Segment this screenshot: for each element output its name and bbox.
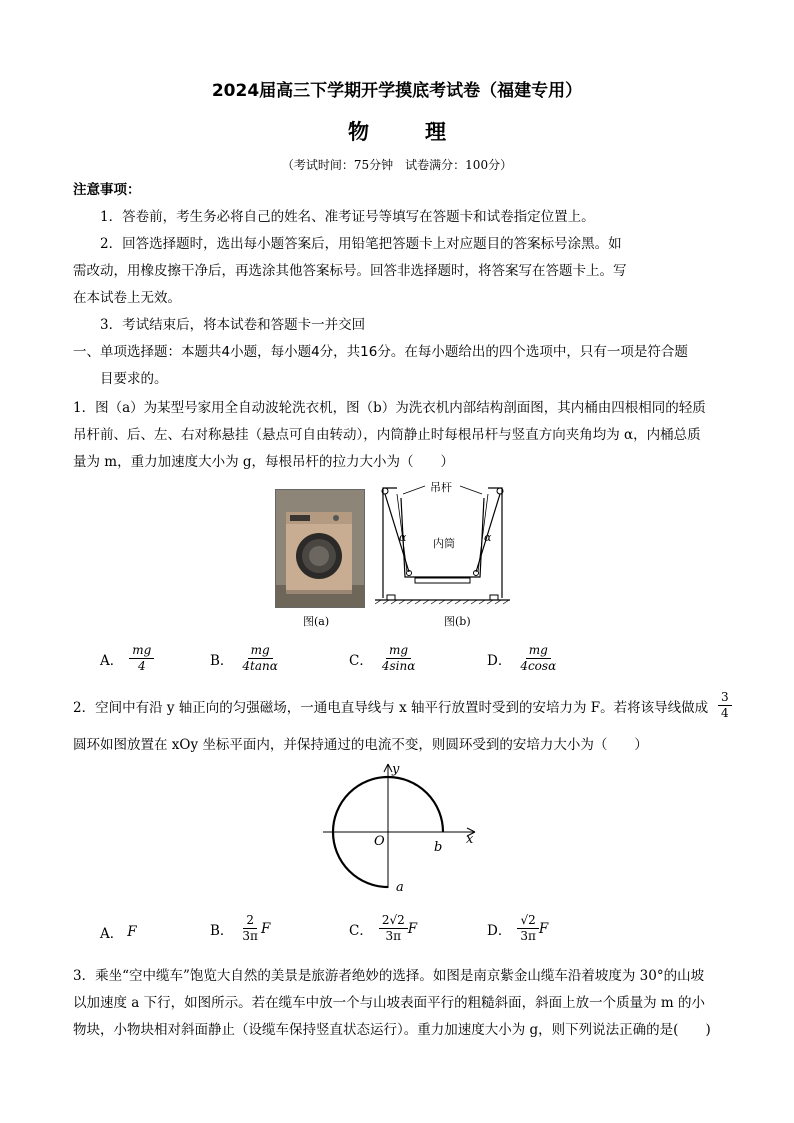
option-fraction: $\frac{mg}{4\cos\alpha}$ xyxy=(520,643,557,673)
fig-b-caption: 图(b) xyxy=(444,615,471,628)
option-fraction: $\frac{2√2}{3\pi}$ xyxy=(379,913,408,944)
option-value: F xyxy=(127,924,137,940)
option-letter: D． xyxy=(487,652,512,669)
notice-heading: 注意事项： xyxy=(73,182,141,198)
option-letter: A． xyxy=(100,652,124,669)
notice-item-1: 1．答卷前，考生务必将自己的姓名、准考证号等填写在答题卡和试卷指定位置上。 xyxy=(100,209,595,225)
option-letter: B． xyxy=(210,652,234,669)
q3-stem-line-1: 3．乘坐“空中缆车”饱览大自然的美景是旅游者绝妙的选择。如图是南京紫金山缆车沿着坡度为 30°的山坡 xyxy=(73,968,705,984)
q3-stem-line-3: 物块，小物块相对斜面静止（设缆车保持竖直状态运行）。重力加速度大小为 g，则下列说法正确的是( ) xyxy=(73,1022,711,1038)
point-label-b: b xyxy=(434,840,443,855)
q3-stem-line-2: 以加速度 a 下行，如图所示。若在缆车中放一个与山坡表面平行的粗糙斜面，斜面上放一个质量为 m 的小 xyxy=(73,995,706,1011)
q1-option-a[interactable] xyxy=(100,643,154,674)
exam-title: 2024届高三下学期开学摸底考试卷（福建专用） xyxy=(211,81,583,101)
point-label-a: a xyxy=(396,880,404,895)
option-fraction: $\frac{mg}{4\tan\alpha}$ xyxy=(242,643,278,673)
axis-label-x: x xyxy=(466,832,474,847)
fig-a-caption: 图(a) xyxy=(303,615,330,628)
option-suffix: F xyxy=(407,920,418,937)
option-fraction: $\frac{mg}{4}$ xyxy=(129,643,154,674)
option-fraction: $\frac{mg}{4\sin\alpha}$ xyxy=(381,643,416,673)
q2-option-d[interactable] xyxy=(487,913,548,944)
section-heading-line-2: 目要求的。 xyxy=(100,371,168,387)
option-letter: B． xyxy=(210,922,234,939)
fig-b-drum-label: 内筒 xyxy=(433,537,455,550)
q2-option-a[interactable] xyxy=(100,922,137,942)
option-letter: C． xyxy=(349,922,373,939)
q2-stem-line-1: 2．空间中有沿 y 轴正向的匀强磁场，一通电直导线与 x 轴平行放置时受到的安培力为 F。若将该导线做成 xyxy=(73,700,709,716)
exam-info: （考试时间：75分钟 试卷满分：100分） xyxy=(281,158,513,172)
notice-item-2-line-3: 在本试卷上无效。 xyxy=(73,290,181,306)
notice-item-2-line-1: 2．回答选择题时，选出每小题答案后，用铅笔把答题卡上对应题目的答案标号涂黑。如 xyxy=(100,236,622,252)
subject-title xyxy=(0,116,794,146)
option-fraction: $\frac{2}{3\pi}$ xyxy=(242,913,258,943)
subject-char-1: 物 xyxy=(348,120,369,144)
q1-option-b[interactable] xyxy=(210,643,281,674)
q1-stem-line-1: 1．图（a）为某型号家用全自动波轮洗衣机，图（b）为洗衣机内部结构剖面图，其内桶由四根相同的轻质 xyxy=(73,400,706,416)
fig-b-alpha-left: α xyxy=(399,531,407,544)
option-fraction: $\frac{√2}{3\pi}$ xyxy=(517,913,539,944)
q2-option-c[interactable] xyxy=(349,913,417,944)
axis-label-y: y xyxy=(392,762,400,777)
option-letter: A． xyxy=(100,926,124,942)
subject-char-2: 理 xyxy=(425,120,446,144)
origin-label: O xyxy=(374,834,385,849)
q1-stem-line-2: 吊杆前、后、左、右对称悬挂（悬点可自由转动），内筒静止时每根吊杆与竖直方向夹角均为 α，内桶总质 xyxy=(73,427,701,443)
q1-stem-line-3: 量为 m，重力加速度大小为 g，每根吊杆的拉力大小为（ ） xyxy=(73,454,455,470)
fig-b-rod-label: 吊杆 xyxy=(430,481,452,494)
q1-option-c[interactable] xyxy=(349,643,418,674)
q2-option-b[interactable] xyxy=(210,913,270,944)
washing-machine-photo xyxy=(275,489,365,608)
option-suffix: F xyxy=(260,920,271,937)
option-letter: C． xyxy=(349,652,373,669)
option-letter: D． xyxy=(487,922,512,939)
q1-option-d[interactable] xyxy=(487,643,559,674)
notice-item-3: 3．考试结束后，将本试卷和答题卡一并交回 xyxy=(100,317,366,333)
fig-b-alpha-right: α xyxy=(484,531,492,544)
option-suffix: F xyxy=(538,920,549,937)
q2-fraction-three-quarters: $\frac{3}{4}$ xyxy=(718,690,732,721)
notice-item-2-line-2: 需改动，用橡皮擦干净后，再选涂其他答案标号。回答非选择题时，将答案写在答题卡上。写 xyxy=(73,263,627,279)
three-quarter-ring-diagram xyxy=(315,760,490,895)
section-heading-line-1: 一、单项选择题：本题共4小题，每小题4分，共16分。在每小题给出的四个选项中，只有一项是符合题 xyxy=(73,344,688,360)
q2-stem-line-2: 圆环如图放置在 xOy 坐标平面内，并保持通过的电流不变，则圆环受到的安培力大小为（ ） xyxy=(73,737,648,753)
